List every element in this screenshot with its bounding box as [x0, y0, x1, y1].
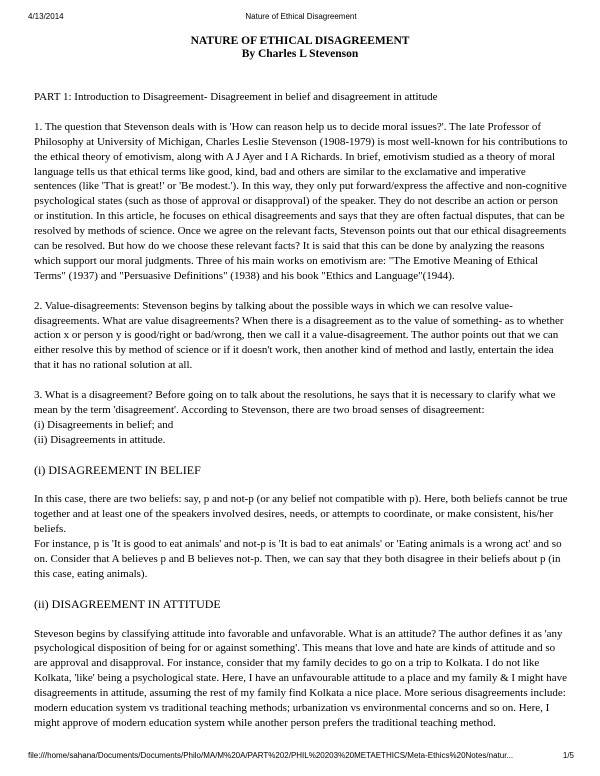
title-block [0, 35, 600, 61]
attitude-paragraph-1: Steveson begins by classifying attitude into favorable and unfavorable. What is an attitude? The author defines it as 'any psychological disposition of being for or against something'. This means that love and hate are kinds of attitude and so are approval and disapproval. For instance, consider that my family decides to go on a trip to Kolkata. I do not like Kolkata, 'like' being a psychological state. Here, I have an unfavourable attitude to a place and my family & I might have disagreements in attitude, assuming the rest of my family find Kolkata a nice place. More serious disagreements include: modern education system vs traditional teaching methods; urbanization vs environmental concerns and so on. Here, I might approve of modern education system while another person prefers the traditional teaching method. [34, 627, 568, 729]
part-heading: PART 1: Introduction to Disagreement- Disagreement in belief and disagreement in attitude [34, 91, 438, 103]
paragraph-1: 1. The question that Stevenson deals with is 'How can reason help us to decide moral issues?'. The late Professor of Philosophy at University of Michigan, Charles Leslie Stevenson (1908-1979) is most well-known for his contributions to the ethical theory of emotivism, along with A J Ayer and I A Richards. In brief, emotivism studied as a theory of moral language tells us that ethical terms like good, kind, bad and others are similar to the exclamative and imperative sentences (like 'That is great!' or 'Be modest.'). In this way, they only put forward/express the affective and non-cognitive psychological states (such as those of approval or disapproval) of the speaker. They do not describe an action or person or institution. In this article, he focuses on ethical disagreements and says that they are often factual disputes, that can be resolved by methods of science. Once we agree on the relevant facts, Stevenson points out that our ethical disagreements can be resolved. But how do we choose these relevant facts? It is said that this can be done by analyzing the reasons which support our moral judgments. Three of his main works on emotivism are: "The Emotive Meaning of Ethical Terms" (1937) and "Persuasive Definitions" (1938) and his book "Ethics and Language"(1944). [34, 120, 568, 282]
paragraph-3-item-i: (i) Disagreements in belief; and [34, 418, 174, 431]
document-title: NATURE OF ETHICAL DISAGREEMENT [190, 35, 410, 47]
paragraph-3: 3. What is a disagreement? Before going on to talk about the resolutions, he says that it is necessary to clarify what we mean by the term 'disagreement'. According to Stevenson, there are two broad senses of disagreement: [34, 389, 556, 416]
section-heading-attitude: (ii) DISAGREEMENT IN ATTITUDE [34, 596, 221, 611]
print-date: 4/13/2014 [28, 12, 64, 21]
belief-paragraph-2: For instance, p is 'It is good to eat animals' and not-p is 'It is bad to eat animals' or 'Eating animals is a wrong act' and so on. Consider that A believes p and B believes not-p. Then, we can say that they both disagree in their beliefs about p (in this case, eating animals). [34, 538, 562, 580]
section-heading-belief: (i) DISAGREEMENT IN BELIEF [34, 462, 201, 477]
print-header [28, 12, 574, 24]
paragraph-2: 2. Value-disagreements: Stevenson begins by talking about the possible ways in which we can resolve value-disagreements. What are value disagreements? When there is a disagreement as to the value of something- as to whether action x or person y is good/right or bad/wrong, then we call it a value-disagreement. The author points out that we can either resolve this by method of science or if it doesn't work, then another kind of method and lastly, entertain the idea that it has no rational solution at all. [34, 299, 564, 372]
print-footer [28, 751, 574, 763]
print-file-url: file:///home/sahana/Documents/Documents/Philo/MA/M%20A/PART%202/PHIL%20203%20METAETHICS/Meta-Ethics%20Notes/natur... [28, 751, 514, 760]
belief-paragraph-1: In this case, there are two beliefs: say, p and not-p (or any belief not compatible with p). Here, both beliefs cannot be true together and at least one of the speakers involved desires, needs, or attempts to coordinate, or make consistent, his/her beliefs. [34, 493, 568, 536]
print-page-title: Nature of Ethical Disagreement [245, 12, 357, 21]
document-body [34, 90, 568, 731]
document-author: By Charles L Stevenson [241, 48, 359, 60]
print-page-number: 1/5 [562, 751, 574, 760]
paragraph-3-item-ii: (ii) Disagreements in attitude. [34, 433, 166, 446]
